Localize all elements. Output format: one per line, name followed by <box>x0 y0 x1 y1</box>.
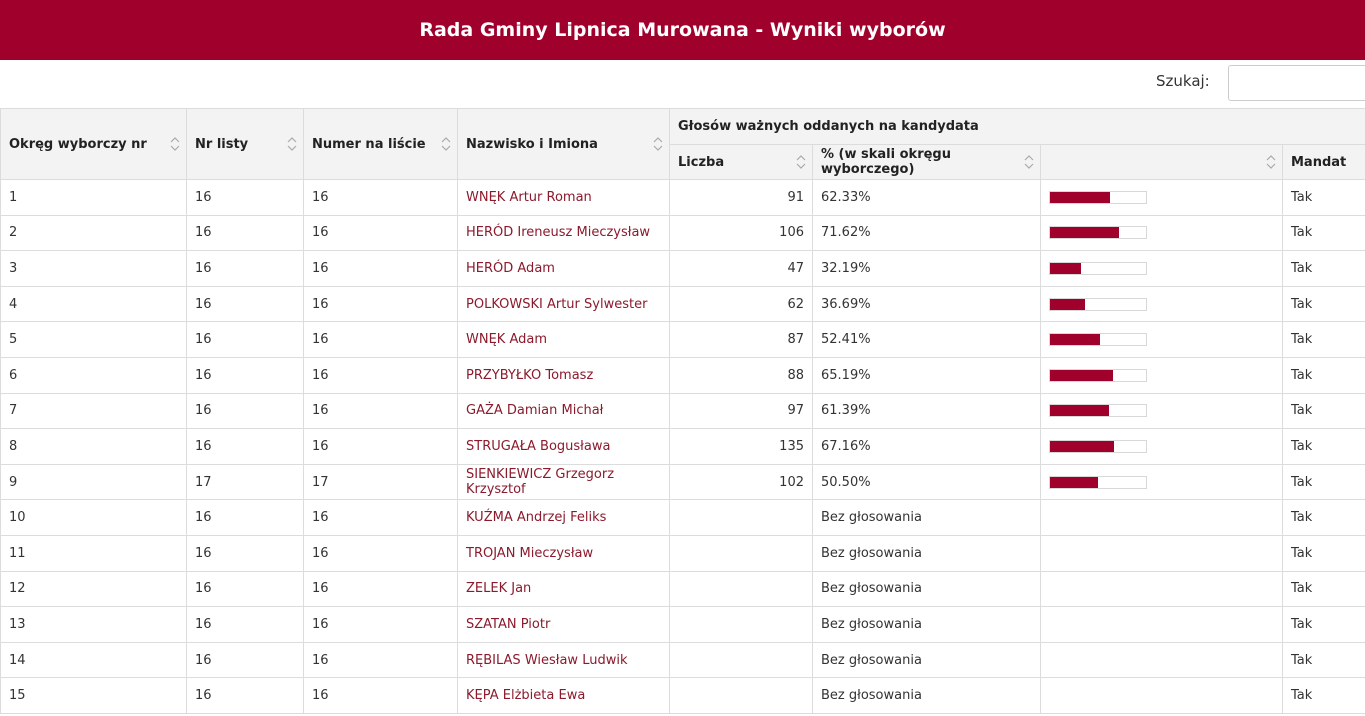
cell-list: 16 <box>187 251 304 287</box>
candidate-name-link[interactable]: ZELEK Jan <box>458 571 670 607</box>
cell-list: 17 <box>187 464 304 500</box>
cell-position: 16 <box>304 251 458 287</box>
table-row <box>1 251 1365 287</box>
cell-percent: 62.33% <box>813 180 1041 216</box>
column-header-bar[interactable] <box>1041 145 1283 180</box>
vote-share-bar <box>1049 476 1147 489</box>
vote-share-bar <box>1049 262 1147 275</box>
candidate-name-link[interactable]: SIENKIEWICZ Grzegorz Krzysztof <box>458 464 670 500</box>
candidate-name-link[interactable]: WNĘK Artur Roman <box>458 180 670 216</box>
cell-district: 4 <box>1 286 187 322</box>
vote-share-bar-fill <box>1050 334 1100 345</box>
cell-position: 16 <box>304 286 458 322</box>
cell-mandate: Tak <box>1283 286 1365 322</box>
vote-share-bar-fill <box>1050 370 1113 381</box>
vote-share-bar-fill <box>1050 405 1109 416</box>
table-row <box>1 535 1365 571</box>
cell-mandate: Tak <box>1283 535 1365 571</box>
cell-count <box>670 571 813 607</box>
cell-bar <box>1041 286 1283 322</box>
candidate-name-link[interactable]: HERÓD Adam <box>458 251 670 287</box>
cell-bar <box>1041 393 1283 429</box>
column-group-label: Głosów ważnych oddanych na kandydata <box>678 119 979 134</box>
cell-list: 16 <box>187 607 304 643</box>
cell-bar <box>1041 429 1283 465</box>
sort-icon <box>796 154 806 170</box>
table-row <box>1 215 1365 251</box>
cell-position: 16 <box>304 571 458 607</box>
cell-count <box>670 535 813 571</box>
table-row <box>1 642 1365 678</box>
sort-icon <box>287 136 297 152</box>
column-header-label: Okręg wyborczy nr <box>9 136 147 152</box>
vote-share-bar-fill <box>1050 192 1110 203</box>
cell-list: 16 <box>187 535 304 571</box>
cell-count: 47 <box>670 251 813 287</box>
vote-share-bar <box>1049 404 1147 417</box>
column-header-label: % (w skali okręgu wyborczego) <box>821 147 951 177</box>
results-table-body <box>1 180 1365 714</box>
cell-district: 2 <box>1 215 187 251</box>
table-row <box>1 357 1365 393</box>
cell-percent: 36.69% <box>813 286 1041 322</box>
cell-count: 135 <box>670 429 813 465</box>
vote-share-bar <box>1049 369 1147 382</box>
cell-district: 5 <box>1 322 187 358</box>
column-header-name[interactable] <box>458 109 670 180</box>
cell-position: 16 <box>304 429 458 465</box>
cell-percent: 61.39% <box>813 393 1041 429</box>
cell-mandate: Tak <box>1283 571 1365 607</box>
vote-share-bar-fill <box>1050 227 1119 238</box>
table-row <box>1 286 1365 322</box>
cell-list: 16 <box>187 500 304 536</box>
column-header-mandate[interactable] <box>1283 145 1365 180</box>
vote-share-bar-fill <box>1050 263 1081 274</box>
results-table <box>0 108 1365 714</box>
cell-district: 8 <box>1 429 187 465</box>
cell-count <box>670 678 813 714</box>
sort-icon <box>170 136 180 152</box>
cell-count: 87 <box>670 322 813 358</box>
candidate-name-link[interactable]: SZATAN Piotr <box>458 607 670 643</box>
cell-mandate: Tak <box>1283 500 1365 536</box>
cell-percent: Bez głosowania <box>813 607 1041 643</box>
cell-list: 16 <box>187 357 304 393</box>
cell-count <box>670 607 813 643</box>
cell-list: 16 <box>187 180 304 216</box>
candidate-name-link[interactable]: GAŻA Damian Michał <box>458 393 670 429</box>
cell-list: 16 <box>187 322 304 358</box>
cell-list: 16 <box>187 642 304 678</box>
cell-list: 16 <box>187 678 304 714</box>
candidate-name-link[interactable]: TROJAN Mieczysław <box>458 535 670 571</box>
cell-mandate: Tak <box>1283 678 1365 714</box>
table-row <box>1 607 1365 643</box>
cell-count: 97 <box>670 393 813 429</box>
cell-bar <box>1041 357 1283 393</box>
cell-count: 106 <box>670 215 813 251</box>
page-title: Rada Gminy Lipnica Murowana - Wyniki wyborów <box>419 19 946 41</box>
cell-district: 7 <box>1 393 187 429</box>
cell-mandate: Tak <box>1283 180 1365 216</box>
cell-district: 12 <box>1 571 187 607</box>
cell-mandate: Tak <box>1283 393 1365 429</box>
cell-percent: Bez głosowania <box>813 571 1041 607</box>
column-header-position[interactable] <box>304 109 458 180</box>
cell-position: 16 <box>304 678 458 714</box>
cell-bar <box>1041 607 1283 643</box>
cell-percent: Bez głosowania <box>813 642 1041 678</box>
vote-share-bar <box>1049 226 1147 239</box>
candidate-name-link[interactable]: KĘPA Elżbieta Ewa <box>458 678 670 714</box>
table-row <box>1 393 1365 429</box>
cell-position: 16 <box>304 357 458 393</box>
cell-count <box>670 500 813 536</box>
cell-mandate: Tak <box>1283 215 1365 251</box>
cell-percent: 32.19% <box>813 251 1041 287</box>
cell-mandate: Tak <box>1283 642 1365 678</box>
cell-position: 16 <box>304 642 458 678</box>
cell-bar <box>1041 464 1283 500</box>
cell-count: 88 <box>670 357 813 393</box>
page-header <box>0 0 1365 60</box>
cell-percent: Bez głosowania <box>813 535 1041 571</box>
sort-icon <box>1024 154 1034 170</box>
sort-icon <box>1266 154 1276 170</box>
cell-district: 11 <box>1 535 187 571</box>
cell-position: 16 <box>304 535 458 571</box>
candidate-name-link[interactable]: RĘBILAS Wiesław Ludwik <box>458 642 670 678</box>
cell-bar <box>1041 180 1283 216</box>
candidate-name-link[interactable]: HERÓD Ireneusz Mieczysław <box>458 215 670 251</box>
cell-percent: 71.62% <box>813 215 1041 251</box>
cell-mandate: Tak <box>1283 322 1365 358</box>
cell-position: 16 <box>304 215 458 251</box>
cell-percent: 50.50% <box>813 464 1041 500</box>
cell-count: 91 <box>670 180 813 216</box>
candidate-name-link[interactable]: STRUGAŁA Bogusława <box>458 429 670 465</box>
vote-share-bar-fill <box>1050 477 1098 488</box>
cell-list: 16 <box>187 393 304 429</box>
cell-district: 6 <box>1 357 187 393</box>
vote-share-bar-fill <box>1050 441 1114 452</box>
cell-district: 10 <box>1 500 187 536</box>
search-bar <box>0 60 1365 108</box>
table-row <box>1 500 1365 536</box>
vote-share-bar <box>1049 440 1147 453</box>
column-header-list[interactable] <box>187 109 304 180</box>
vote-share-bar <box>1049 333 1147 346</box>
sort-icon <box>441 136 451 152</box>
cell-mandate: Tak <box>1283 464 1365 500</box>
cell-district: 3 <box>1 251 187 287</box>
cell-position: 16 <box>304 322 458 358</box>
candidate-name-link[interactable]: PRZYBYŁKO Tomasz <box>458 357 670 393</box>
cell-mandate: Tak <box>1283 429 1365 465</box>
table-row <box>1 180 1365 216</box>
cell-position: 16 <box>304 180 458 216</box>
cell-count <box>670 642 813 678</box>
table-row <box>1 571 1365 607</box>
cell-percent: 65.19% <box>813 357 1041 393</box>
cell-position: 16 <box>304 393 458 429</box>
vote-share-bar <box>1049 191 1147 204</box>
column-header-percent[interactable] <box>813 145 1041 180</box>
cell-district: 15 <box>1 678 187 714</box>
cell-percent: Bez głosowania <box>813 678 1041 714</box>
column-header-label: Nr listy <box>195 136 249 152</box>
cell-district: 13 <box>1 607 187 643</box>
cell-count: 62 <box>670 286 813 322</box>
cell-mandate: Tak <box>1283 607 1365 643</box>
table-row <box>1 678 1365 714</box>
cell-percent: Bez głosowania <box>813 500 1041 536</box>
cell-bar <box>1041 251 1283 287</box>
candidate-name-link[interactable]: KUŹMA Andrzej Feliks <box>458 500 670 536</box>
column-header-label: Numer na liście <box>312 136 426 152</box>
cell-position: 16 <box>304 500 458 536</box>
column-header-label: Mandat <box>1291 154 1347 170</box>
search-label: Szukaj: <box>1156 72 1210 90</box>
cell-list: 16 <box>187 571 304 607</box>
cell-bar <box>1041 215 1283 251</box>
cell-district: 9 <box>1 464 187 500</box>
cell-position: 16 <box>304 607 458 643</box>
candidate-name-link[interactable]: WNĘK Adam <box>458 322 670 358</box>
search-input[interactable] <box>1228 65 1365 101</box>
column-header-label: Liczba <box>678 154 725 170</box>
cell-position: 17 <box>304 464 458 500</box>
vote-share-bar-fill <box>1050 299 1085 310</box>
cell-count: 102 <box>670 464 813 500</box>
cell-mandate: Tak <box>1283 357 1365 393</box>
cell-bar <box>1041 642 1283 678</box>
sort-icon <box>653 136 663 152</box>
cell-district: 14 <box>1 642 187 678</box>
column-header-label: Nazwisko i Imiona <box>466 136 598 152</box>
table-row <box>1 464 1365 500</box>
cell-bar <box>1041 322 1283 358</box>
cell-bar <box>1041 571 1283 607</box>
vote-share-bar <box>1049 298 1147 311</box>
cell-list: 16 <box>187 429 304 465</box>
cell-percent: 52.41% <box>813 322 1041 358</box>
candidate-name-link[interactable]: POLKOWSKI Artur Sylwester <box>458 286 670 322</box>
cell-list: 16 <box>187 286 304 322</box>
cell-list: 16 <box>187 215 304 251</box>
table-row <box>1 429 1365 465</box>
cell-bar <box>1041 678 1283 714</box>
column-group-votes <box>670 109 1365 145</box>
column-header-count[interactable] <box>670 145 813 180</box>
cell-bar <box>1041 500 1283 536</box>
cell-percent: 67.16% <box>813 429 1041 465</box>
table-row <box>1 322 1365 358</box>
cell-district: 1 <box>1 180 187 216</box>
cell-mandate: Tak <box>1283 251 1365 287</box>
column-header-district[interactable] <box>1 109 187 180</box>
cell-bar <box>1041 535 1283 571</box>
